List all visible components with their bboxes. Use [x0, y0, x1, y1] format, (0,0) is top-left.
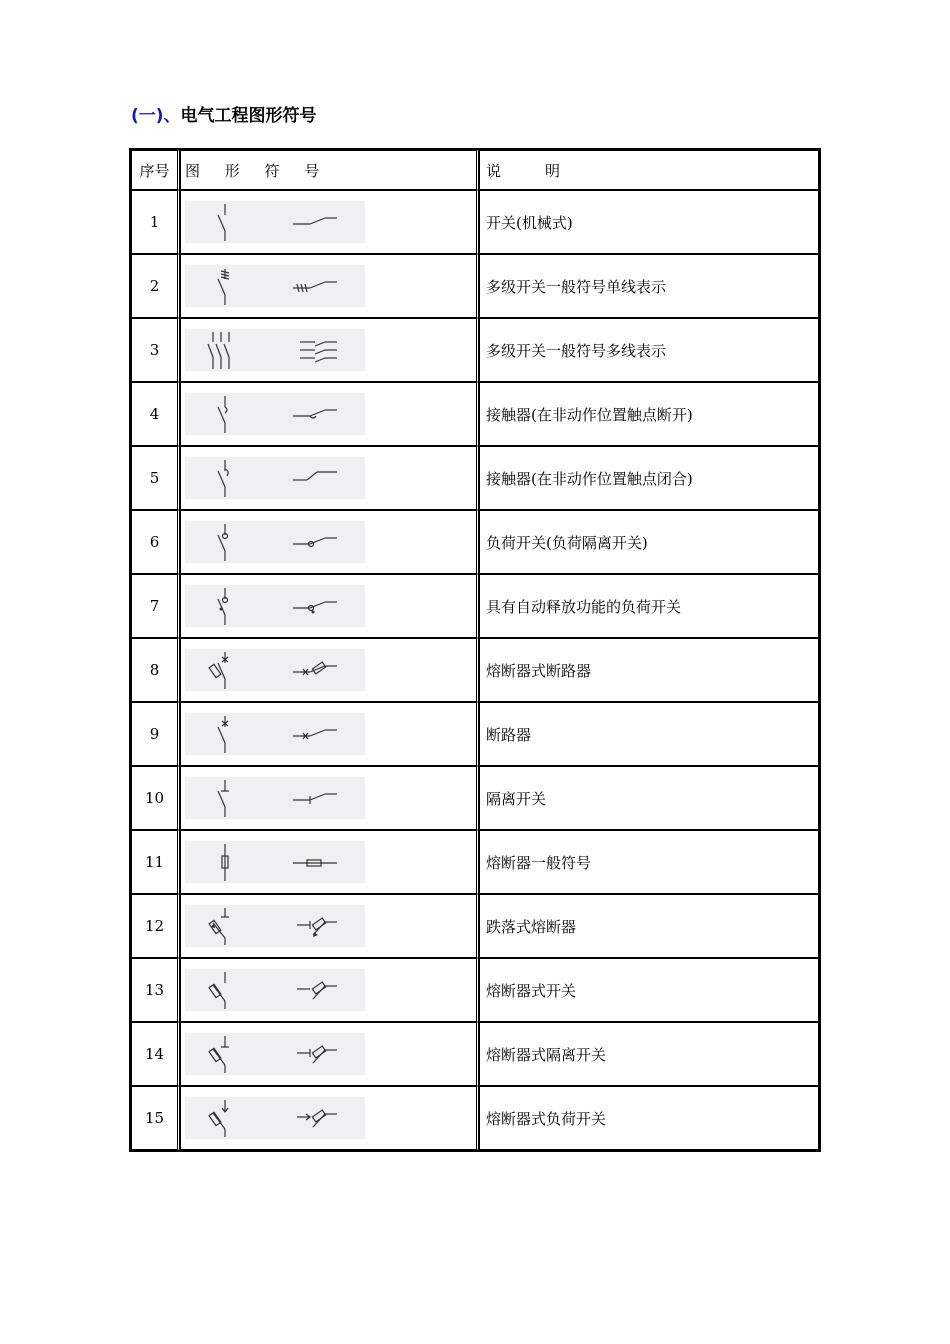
- row-number: 3: [131, 318, 180, 382]
- table-row: [131, 510, 819, 574]
- row-number: 1: [131, 190, 180, 254]
- table-row: [131, 190, 819, 254]
- load-switch-auto-symbol-icon: [185, 585, 365, 627]
- switch-symbol-icon: [185, 201, 365, 243]
- table-row: [131, 1086, 819, 1150]
- row-description: 熔断器式开关: [479, 958, 819, 1022]
- row-figure: [180, 830, 479, 894]
- row-description: 接触器(在非动作位置触点断开): [479, 382, 819, 446]
- fuse-breaker-symbol-icon: [185, 649, 365, 691]
- row-number: 6: [131, 510, 180, 574]
- multi-single-symbol-icon: [185, 265, 365, 307]
- table-row: [131, 1022, 819, 1086]
- row-description: 隔离开关: [479, 766, 819, 830]
- row-number: 14: [131, 1022, 180, 1086]
- table-row: [131, 830, 819, 894]
- row-figure: [180, 1022, 479, 1086]
- contactor-no-symbol-icon: [185, 393, 365, 435]
- row-figure: [180, 318, 479, 382]
- row-figure: [180, 894, 479, 958]
- load-switch-symbol-icon: [185, 521, 365, 563]
- row-number: 15: [131, 1086, 180, 1150]
- fuse-load-switch-symbol-icon: [185, 1097, 365, 1139]
- row-figure: [180, 766, 479, 830]
- row-number: 4: [131, 382, 180, 446]
- header-desc-b: 明: [545, 161, 561, 180]
- dropout-fuse-symbol-icon: [185, 905, 365, 947]
- row-figure: [180, 446, 479, 510]
- fuse-isolator-symbol-icon: [185, 1033, 365, 1075]
- row-description: 断路器: [479, 702, 819, 766]
- row-description: 开关(机械式): [479, 190, 819, 254]
- header-figure-label: 图 形 符 号: [185, 161, 330, 180]
- table-row: [131, 702, 819, 766]
- row-number: 10: [131, 766, 180, 830]
- row-description: 熔断器式隔离开关: [479, 1022, 819, 1086]
- table-row: [131, 382, 819, 446]
- row-description: 具有自动释放功能的负荷开关: [479, 574, 819, 638]
- fuse-switch-symbol-icon: [185, 969, 365, 1011]
- row-number: 8: [131, 638, 180, 702]
- heading-number: (一)、: [131, 106, 181, 126]
- fuse-symbol-icon: [185, 841, 365, 883]
- row-description: 接触器(在非动作位置触点闭合): [479, 446, 819, 510]
- table-row: [131, 574, 819, 638]
- header-no: 序号: [131, 150, 180, 190]
- table-row: [131, 766, 819, 830]
- row-description: 熔断器一般符号: [479, 830, 819, 894]
- row-description: 多级开关一般符号单线表示: [479, 254, 819, 318]
- symbol-table: [129, 148, 821, 1152]
- table-row: [131, 446, 819, 510]
- header-desc: [479, 150, 819, 190]
- row-figure: [180, 958, 479, 1022]
- row-figure: [180, 382, 479, 446]
- header-figure: [180, 150, 479, 190]
- row-number: 7: [131, 574, 180, 638]
- row-description: 跌落式熔断器: [479, 894, 819, 958]
- table-row: [131, 638, 819, 702]
- row-figure: [180, 254, 479, 318]
- row-figure: [180, 574, 479, 638]
- row-number: 2: [131, 254, 180, 318]
- row-description: 熔断器式负荷开关: [479, 1086, 819, 1150]
- table-row: [131, 958, 819, 1022]
- row-description: 负荷开关(负荷隔离开关): [479, 510, 819, 574]
- row-figure: [180, 190, 479, 254]
- row-number: 5: [131, 446, 180, 510]
- row-description: 熔断器式断路器: [479, 638, 819, 702]
- table-header-row: [131, 150, 819, 190]
- row-number: 9: [131, 702, 180, 766]
- row-figure: [180, 638, 479, 702]
- table-row: [131, 894, 819, 958]
- row-number: 13: [131, 958, 180, 1022]
- heading-title: 电气工程图形符号: [180, 106, 317, 126]
- table-row: [131, 254, 819, 318]
- header-desc-a: 说: [486, 161, 502, 180]
- isolator-symbol-icon: [185, 777, 365, 819]
- page-heading: [131, 101, 317, 126]
- breaker-symbol-icon: [185, 713, 365, 755]
- multi-multi-symbol-icon: [185, 329, 365, 371]
- table-row: [131, 318, 819, 382]
- row-number: 12: [131, 894, 180, 958]
- contactor-nc-symbol-icon: [185, 457, 365, 499]
- row-figure: [180, 702, 479, 766]
- row-figure: [180, 510, 479, 574]
- row-description: 多级开关一般符号多线表示: [479, 318, 819, 382]
- row-number: 11: [131, 830, 180, 894]
- row-figure: [180, 1086, 479, 1150]
